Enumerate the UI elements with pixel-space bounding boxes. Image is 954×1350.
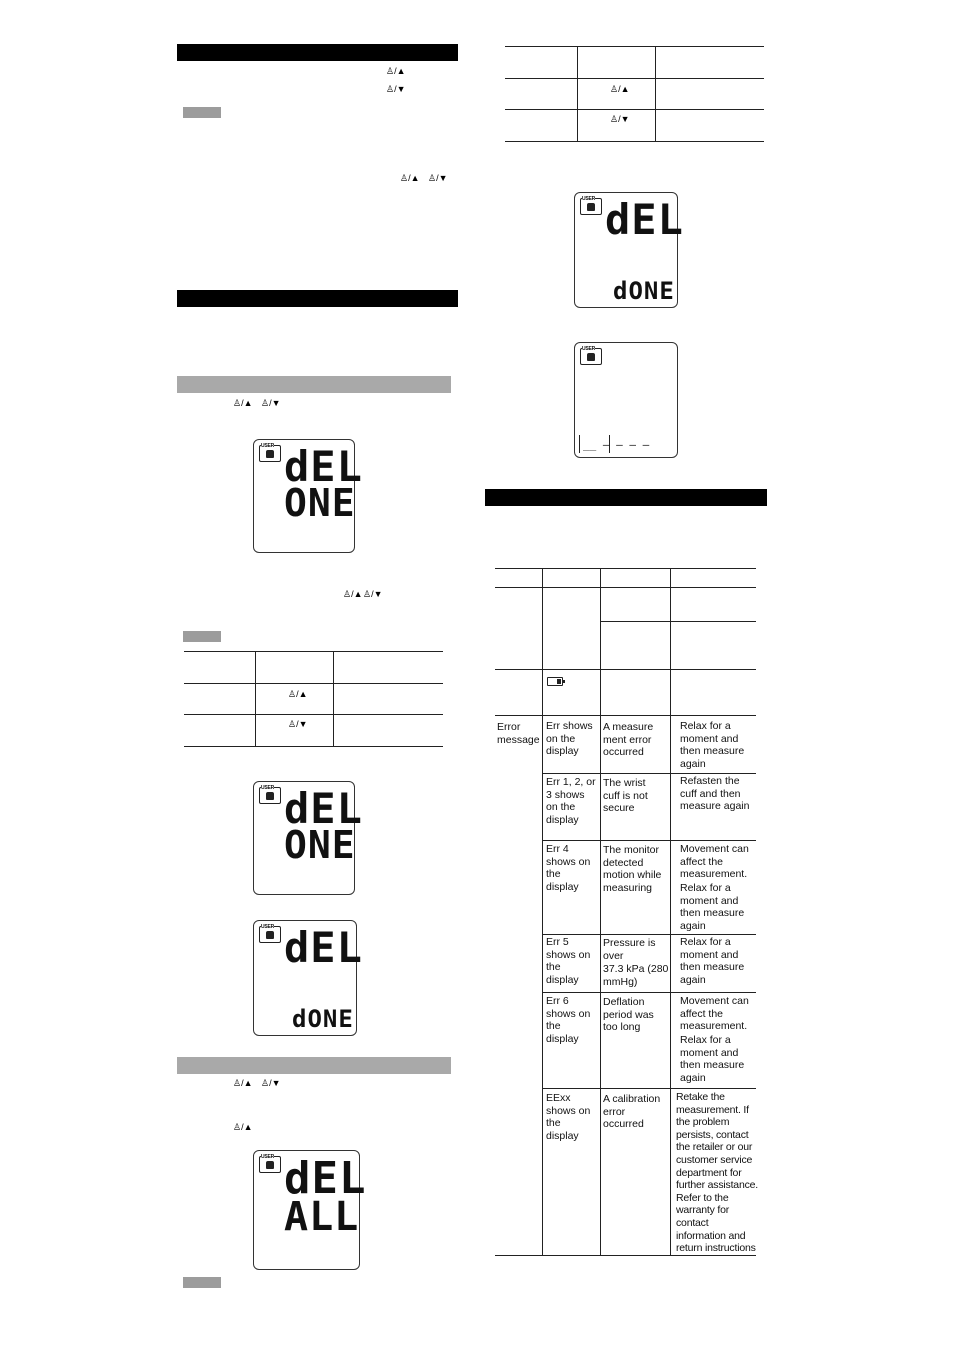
note-tag-1 [183, 107, 221, 118]
table-rule [542, 840, 756, 841]
table-rule [505, 78, 764, 79]
section-header-bar-1 [177, 44, 458, 61]
solution-cell: Movement can affect the measurement. [680, 995, 749, 1033]
section-header-bar-2 [177, 290, 458, 307]
lcd-text-all: ALL [284, 1194, 360, 1240]
battery-icon [547, 677, 563, 686]
table-rule [495, 1255, 756, 1256]
subsection-bar-delete-one [177, 376, 451, 393]
table-rule [184, 746, 443, 747]
user-up-icon: ♙/▲ [386, 66, 406, 76]
indicator-cell: Err 6 shows on the display [546, 995, 591, 1045]
table-rule [542, 1088, 756, 1089]
user-up-icon: ♙/▲ [233, 1078, 253, 1088]
error-message-label: Error message [497, 721, 540, 746]
table-rule [542, 773, 756, 774]
cause-cell: The monitor detected motion while measuring [603, 844, 662, 894]
table-rule [542, 934, 756, 935]
indicator-cell: Err shows on the display [546, 720, 593, 758]
note-tag-2 [183, 631, 221, 642]
table-rule [495, 715, 756, 716]
table-rule [255, 651, 256, 747]
lcd-display-del-done-2 [574, 192, 684, 308]
subsection-bar-delete-all [177, 1057, 451, 1074]
lcd-display-del-done [253, 920, 363, 1036]
indicator-cell: Err 5 shows on the display [546, 936, 591, 986]
table-rule [333, 651, 334, 747]
table-rule [184, 651, 443, 652]
table-rule [184, 714, 443, 715]
user-icon: USER [259, 787, 281, 804]
solution-cell: Movement can affect the measurement. [680, 843, 749, 881]
solution-cell-2: Relax for a moment and then measure again [680, 882, 745, 932]
user-up-icon: ♙/▲ [400, 173, 420, 183]
table-rule [542, 992, 756, 993]
user-down-icon: ♙/▼ [261, 1078, 281, 1088]
table-rule [184, 683, 443, 684]
user-down-icon: ♙/▼ [288, 719, 308, 729]
table-rule [670, 568, 671, 1256]
user-down-icon: ♙/▼ [428, 173, 448, 183]
solution-cell-2: Relax for a moment and then measure again [680, 1034, 745, 1084]
user-down-icon: ♙/▼ [363, 589, 383, 599]
lcd-text-one: ONE [284, 481, 356, 525]
lcd-text-del: dEL [284, 442, 363, 491]
indicator-cell: EExx shows on the display [546, 1092, 591, 1142]
section-header-bar-troubleshooting [485, 489, 767, 506]
lcd-text-del: dEL [605, 195, 684, 244]
table-rule [495, 568, 756, 569]
solution-cell: Relax for a moment and then measure again [680, 720, 745, 770]
lcd-text-del: dEL [284, 1153, 367, 1204]
cause-cell: A calibration error occurred [603, 1093, 661, 1131]
lcd-text-done: dONE [613, 277, 675, 305]
cause-cell: A measure ment error occurred [603, 721, 654, 759]
user-down-icon: ♙/▼ [610, 114, 630, 124]
table-rule [600, 568, 601, 1256]
lcd-dashes: __ — — — — [583, 438, 650, 451]
cause-cell-2: 37.3 kPa (280 mmHg) [603, 963, 669, 988]
user-icon: USER [580, 348, 602, 365]
user-up-icon: ♙/▲ [233, 398, 253, 408]
solution-cell: Retake the measurement. If the problem persists, contact the retailer or our customer service department for further assistance. Refer to the warranty for contact information and return instructions [676, 1091, 758, 1255]
lcd-display-empty [574, 342, 678, 458]
indicator-cell: Err 4 shows on the display [546, 843, 591, 893]
lcd-display-del-one [253, 439, 363, 553]
user-icon: USER [580, 198, 602, 215]
user-up-icon: ♙/▲ [610, 84, 630, 94]
table-rule [655, 46, 656, 142]
table-rule [505, 109, 764, 110]
lcd-text-done: dONE [292, 1005, 354, 1033]
solution-cell: Refasten the cuff and then measure again [680, 775, 750, 813]
user-down-icon: ♙/▼ [386, 84, 406, 94]
table-rule [495, 669, 756, 670]
lcd-text-one: ONE [284, 823, 356, 867]
table-rule [600, 621, 756, 622]
table-rule [577, 46, 578, 142]
table-rule [505, 141, 764, 142]
lcd-underline-bracket [579, 435, 580, 453]
user-icon: USER [259, 445, 281, 462]
note-tag-3 [183, 1277, 221, 1288]
user-icon: USER [259, 1156, 281, 1173]
lcd-display-del-one-2 [253, 781, 363, 895]
lcd-text-del: dEL [284, 784, 363, 833]
table-rule [542, 568, 543, 1256]
cause-cell: Pressure is over [603, 937, 656, 962]
lcd-display-del-all [253, 1150, 367, 1270]
lcd-text-del: dEL [284, 923, 363, 972]
user-down-icon: ♙/▼ [261, 398, 281, 408]
cause-cell: The wrist cuff is not secure [603, 777, 648, 815]
indicator-cell: Err 1, 2, or 3 shows on the display [546, 776, 596, 826]
solution-cell: Relax for a moment and then measure again [680, 936, 745, 986]
cause-cell: Deflation period was too long [603, 996, 654, 1034]
table-rule [505, 46, 764, 47]
user-up-icon: ♙/▲ [288, 689, 308, 699]
user-up-icon: ♙/▲ [343, 589, 363, 599]
user-icon: USER [259, 926, 281, 943]
table-rule [495, 587, 756, 588]
user-up-icon: ♙/▲ [233, 1122, 253, 1132]
